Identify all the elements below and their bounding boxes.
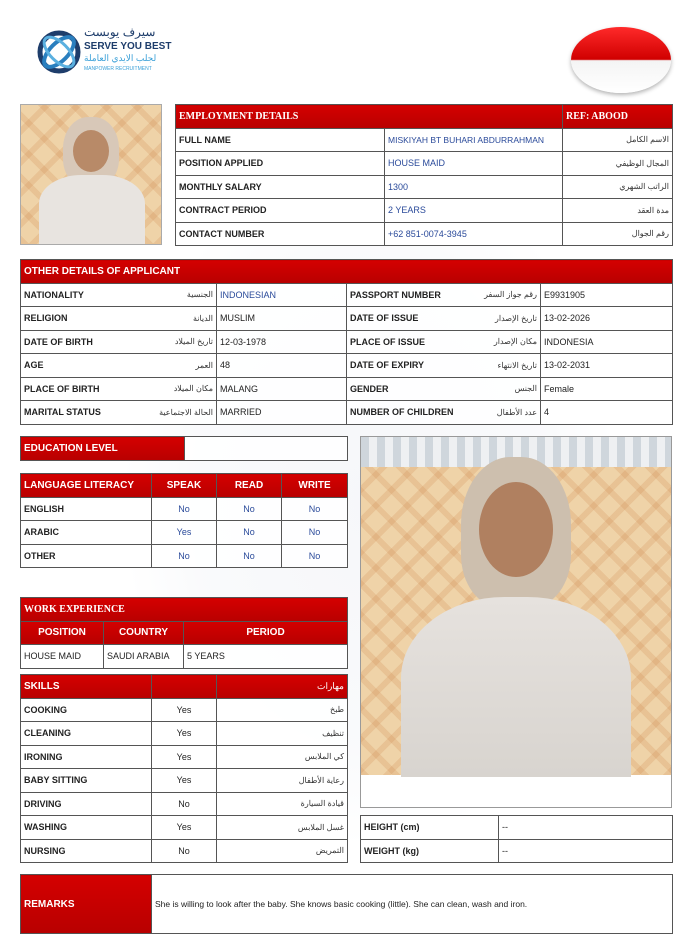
label: CONTRACT PERIOD [176, 199, 385, 223]
work-value: HOUSE MAID [21, 645, 104, 669]
skill-value: No [152, 839, 217, 863]
skill-name: IRONING [21, 745, 152, 769]
skill-name: BABY SITTING [21, 769, 152, 793]
write-header: WRITE [282, 474, 348, 498]
label-cell [347, 283, 541, 307]
table-row [21, 307, 673, 331]
logo-knot-icon [36, 29, 82, 75]
label-cell [21, 401, 217, 425]
label: NATIONALITY [24, 289, 84, 300]
remarks-table [20, 874, 673, 934]
value: Female [541, 377, 673, 401]
label-ar: تاريخ الإصدار [494, 313, 537, 323]
company-logo [36, 27, 176, 77]
skill-name-ar: كي الملابس [217, 745, 348, 769]
physical-table [360, 815, 673, 863]
remarks-text: She is willing to look after the baby. She knows basic cooking (little). She can clean, wash and iron. [152, 875, 673, 934]
applicant-photo-small [20, 104, 162, 245]
table-row [21, 377, 673, 401]
label-ar: مكان الميلاد [173, 384, 213, 394]
label: MARITAL STATUS [24, 407, 101, 418]
value: MARRIED [217, 401, 347, 425]
skills-title: SKILLS [21, 675, 152, 699]
literacy-value: No [217, 497, 282, 521]
value: MUSLIM [217, 307, 347, 331]
label: CONTACT NUMBER [176, 222, 385, 246]
remarks-label: REMARKS [21, 875, 152, 934]
skill-value: No [152, 792, 217, 816]
weight-label: WEIGHT (kg) [361, 839, 499, 863]
label-ar: الاسم الكامل [563, 128, 673, 152]
value: MALANG [217, 377, 347, 401]
literacy-value: No [282, 521, 348, 545]
label-ar: الديانة [192, 313, 213, 323]
label: POSITION APPLIED [176, 152, 385, 176]
label-ar: رقم جواز السفر [484, 290, 537, 300]
label-cell [347, 307, 541, 331]
value: E9931905 [541, 283, 673, 307]
label-ar: تاريخ الميلاد [174, 337, 213, 347]
label-ar: عدد الأطفال [496, 407, 537, 417]
employment-details-table [175, 104, 673, 246]
label-ar: الحالة الاجتماعية [159, 407, 213, 417]
label-cell [21, 307, 217, 331]
work-experience-title: WORK EXPERIENCE [21, 598, 348, 622]
table-row [21, 544, 348, 568]
label-ar: الجنسية [186, 290, 213, 300]
work-value: 5 YEARS [184, 645, 348, 669]
skill-name: NURSING [21, 839, 152, 863]
contact-value: +62 851-0074-3945 [385, 222, 563, 246]
skill-name-ar: التمريض [217, 839, 348, 863]
skill-name-ar: قيادة السيارة [217, 792, 348, 816]
skill-name: DRIVING [21, 792, 152, 816]
value: INDONESIAN [217, 283, 347, 307]
value: 13-02-2026 [541, 307, 673, 331]
label: GENDER [350, 383, 389, 394]
literacy-value: No [217, 544, 282, 568]
skill-name-ar: تنظيف [217, 722, 348, 746]
table-row [21, 839, 348, 863]
height-value: -- [499, 816, 673, 840]
literacy-value: No [152, 497, 217, 521]
full-name-value: MISKIYAH BT BUHARI ABDURRAHMAN [385, 128, 563, 152]
position-header: POSITION [21, 621, 104, 645]
employment-title: EMPLOYMENT DETAILS [176, 105, 563, 129]
skill-name-ar: طبخ [217, 698, 348, 722]
salary-value: 1300 [385, 175, 563, 199]
indonesia-flag-icon [571, 27, 671, 93]
label-ar: مكان الإصدار [493, 337, 537, 347]
label-ar: تاريخ الانتهاء [497, 360, 537, 370]
label-cell [21, 330, 217, 354]
label: FULL NAME [176, 128, 385, 152]
label-cell [347, 330, 541, 354]
logo-arabic-name: سيرف يوبست [84, 25, 156, 39]
skill-value: Yes [152, 816, 217, 840]
table-row [21, 816, 348, 840]
skill-value: Yes [152, 722, 217, 746]
value: INDONESIA [541, 330, 673, 354]
label: MONTHLY SALARY [176, 175, 385, 199]
label: DATE OF ISSUE [350, 313, 419, 324]
label: PLACE OF ISSUE [350, 336, 426, 347]
ref-label: REF: ABOOD [563, 105, 673, 129]
skill-name: WASHING [21, 816, 152, 840]
weight-value: -- [499, 839, 673, 863]
value: 12-03-1978 [217, 330, 347, 354]
other-details-title: OTHER DETAILS OF APPLICANT [21, 260, 673, 284]
table-row [21, 792, 348, 816]
skill-value: Yes [152, 745, 217, 769]
literacy-value: No [282, 544, 348, 568]
skills-title-ar: مهارات [217, 675, 348, 699]
label-ar: رقم الجوال [563, 222, 673, 246]
contract-value: 2 YEARS [385, 199, 563, 223]
language-name: ARABIC [21, 521, 152, 545]
position-value: HOUSE MAID [385, 152, 563, 176]
literacy-value: No [152, 544, 217, 568]
label-ar: الجنس [514, 384, 537, 394]
skill-name-ar: رعاية الأطفال [217, 769, 348, 793]
work-experience-table [20, 597, 348, 669]
label: AGE [24, 360, 44, 371]
label: PLACE OF BIRTH [24, 383, 100, 394]
label-ar: المجال الوظيفي [563, 152, 673, 176]
height-label: HEIGHT (cm) [361, 816, 499, 840]
skill-value: Yes [152, 698, 217, 722]
language-name: OTHER [21, 544, 152, 568]
education-table [20, 436, 348, 461]
table-row [21, 698, 348, 722]
table-row [21, 769, 348, 793]
label-ar: الراتب الشهري [563, 175, 673, 199]
label: DATE OF BIRTH [24, 336, 93, 347]
applicant-photo-large [361, 437, 671, 775]
language-table [20, 473, 348, 568]
label-cell [21, 377, 217, 401]
language-header: LANGUAGE LITERACY [21, 474, 152, 498]
applicant-photo-frame [360, 436, 672, 808]
logo-sub: MANPOWER RECRUITMENT [84, 66, 152, 72]
read-header: READ [217, 474, 282, 498]
literacy-value: Yes [152, 521, 217, 545]
label-cell [21, 354, 217, 378]
education-value [185, 437, 348, 461]
logo-name: SERVE YOU BEST [84, 41, 172, 52]
other-details-table [20, 259, 673, 425]
skill-name: CLEANING [21, 722, 152, 746]
label-cell [347, 354, 541, 378]
table-row [21, 401, 673, 425]
education-label: EDUCATION LEVEL [21, 437, 185, 461]
label-cell [347, 401, 541, 425]
table-row [21, 722, 348, 746]
table-row [21, 330, 673, 354]
skill-name-ar: غسل الملابس [217, 816, 348, 840]
period-header: PERIOD [184, 621, 348, 645]
label-ar: العمر [195, 360, 213, 370]
value: 4 [541, 401, 673, 425]
table-row [21, 283, 673, 307]
speak-header: SPEAK [152, 474, 217, 498]
value: 48 [217, 354, 347, 378]
table-row [21, 521, 348, 545]
label: RELIGION [24, 313, 68, 324]
label-cell [21, 283, 217, 307]
label: NUMBER OF CHILDREN [350, 407, 454, 418]
label: PASSPORT NUMBER [350, 289, 441, 300]
skill-name: COOKING [21, 698, 152, 722]
skill-value: Yes [152, 769, 217, 793]
value: 13-02-2031 [541, 354, 673, 378]
label-ar: مدة العقد [563, 199, 673, 223]
table-row [21, 497, 348, 521]
literacy-value: No [282, 497, 348, 521]
table-row [21, 354, 673, 378]
logo-arabic-sub: لجلب الايدي العاملة [84, 53, 157, 63]
literacy-value: No [217, 521, 282, 545]
work-value: SAUDI ARABIA [104, 645, 184, 669]
country-header: COUNTRY [104, 621, 184, 645]
label: DATE OF EXPIRY [350, 360, 425, 371]
skills-table [20, 674, 348, 863]
table-row [21, 745, 348, 769]
table-row [21, 645, 348, 669]
label-cell [347, 377, 541, 401]
language-name: ENGLISH [21, 497, 152, 521]
